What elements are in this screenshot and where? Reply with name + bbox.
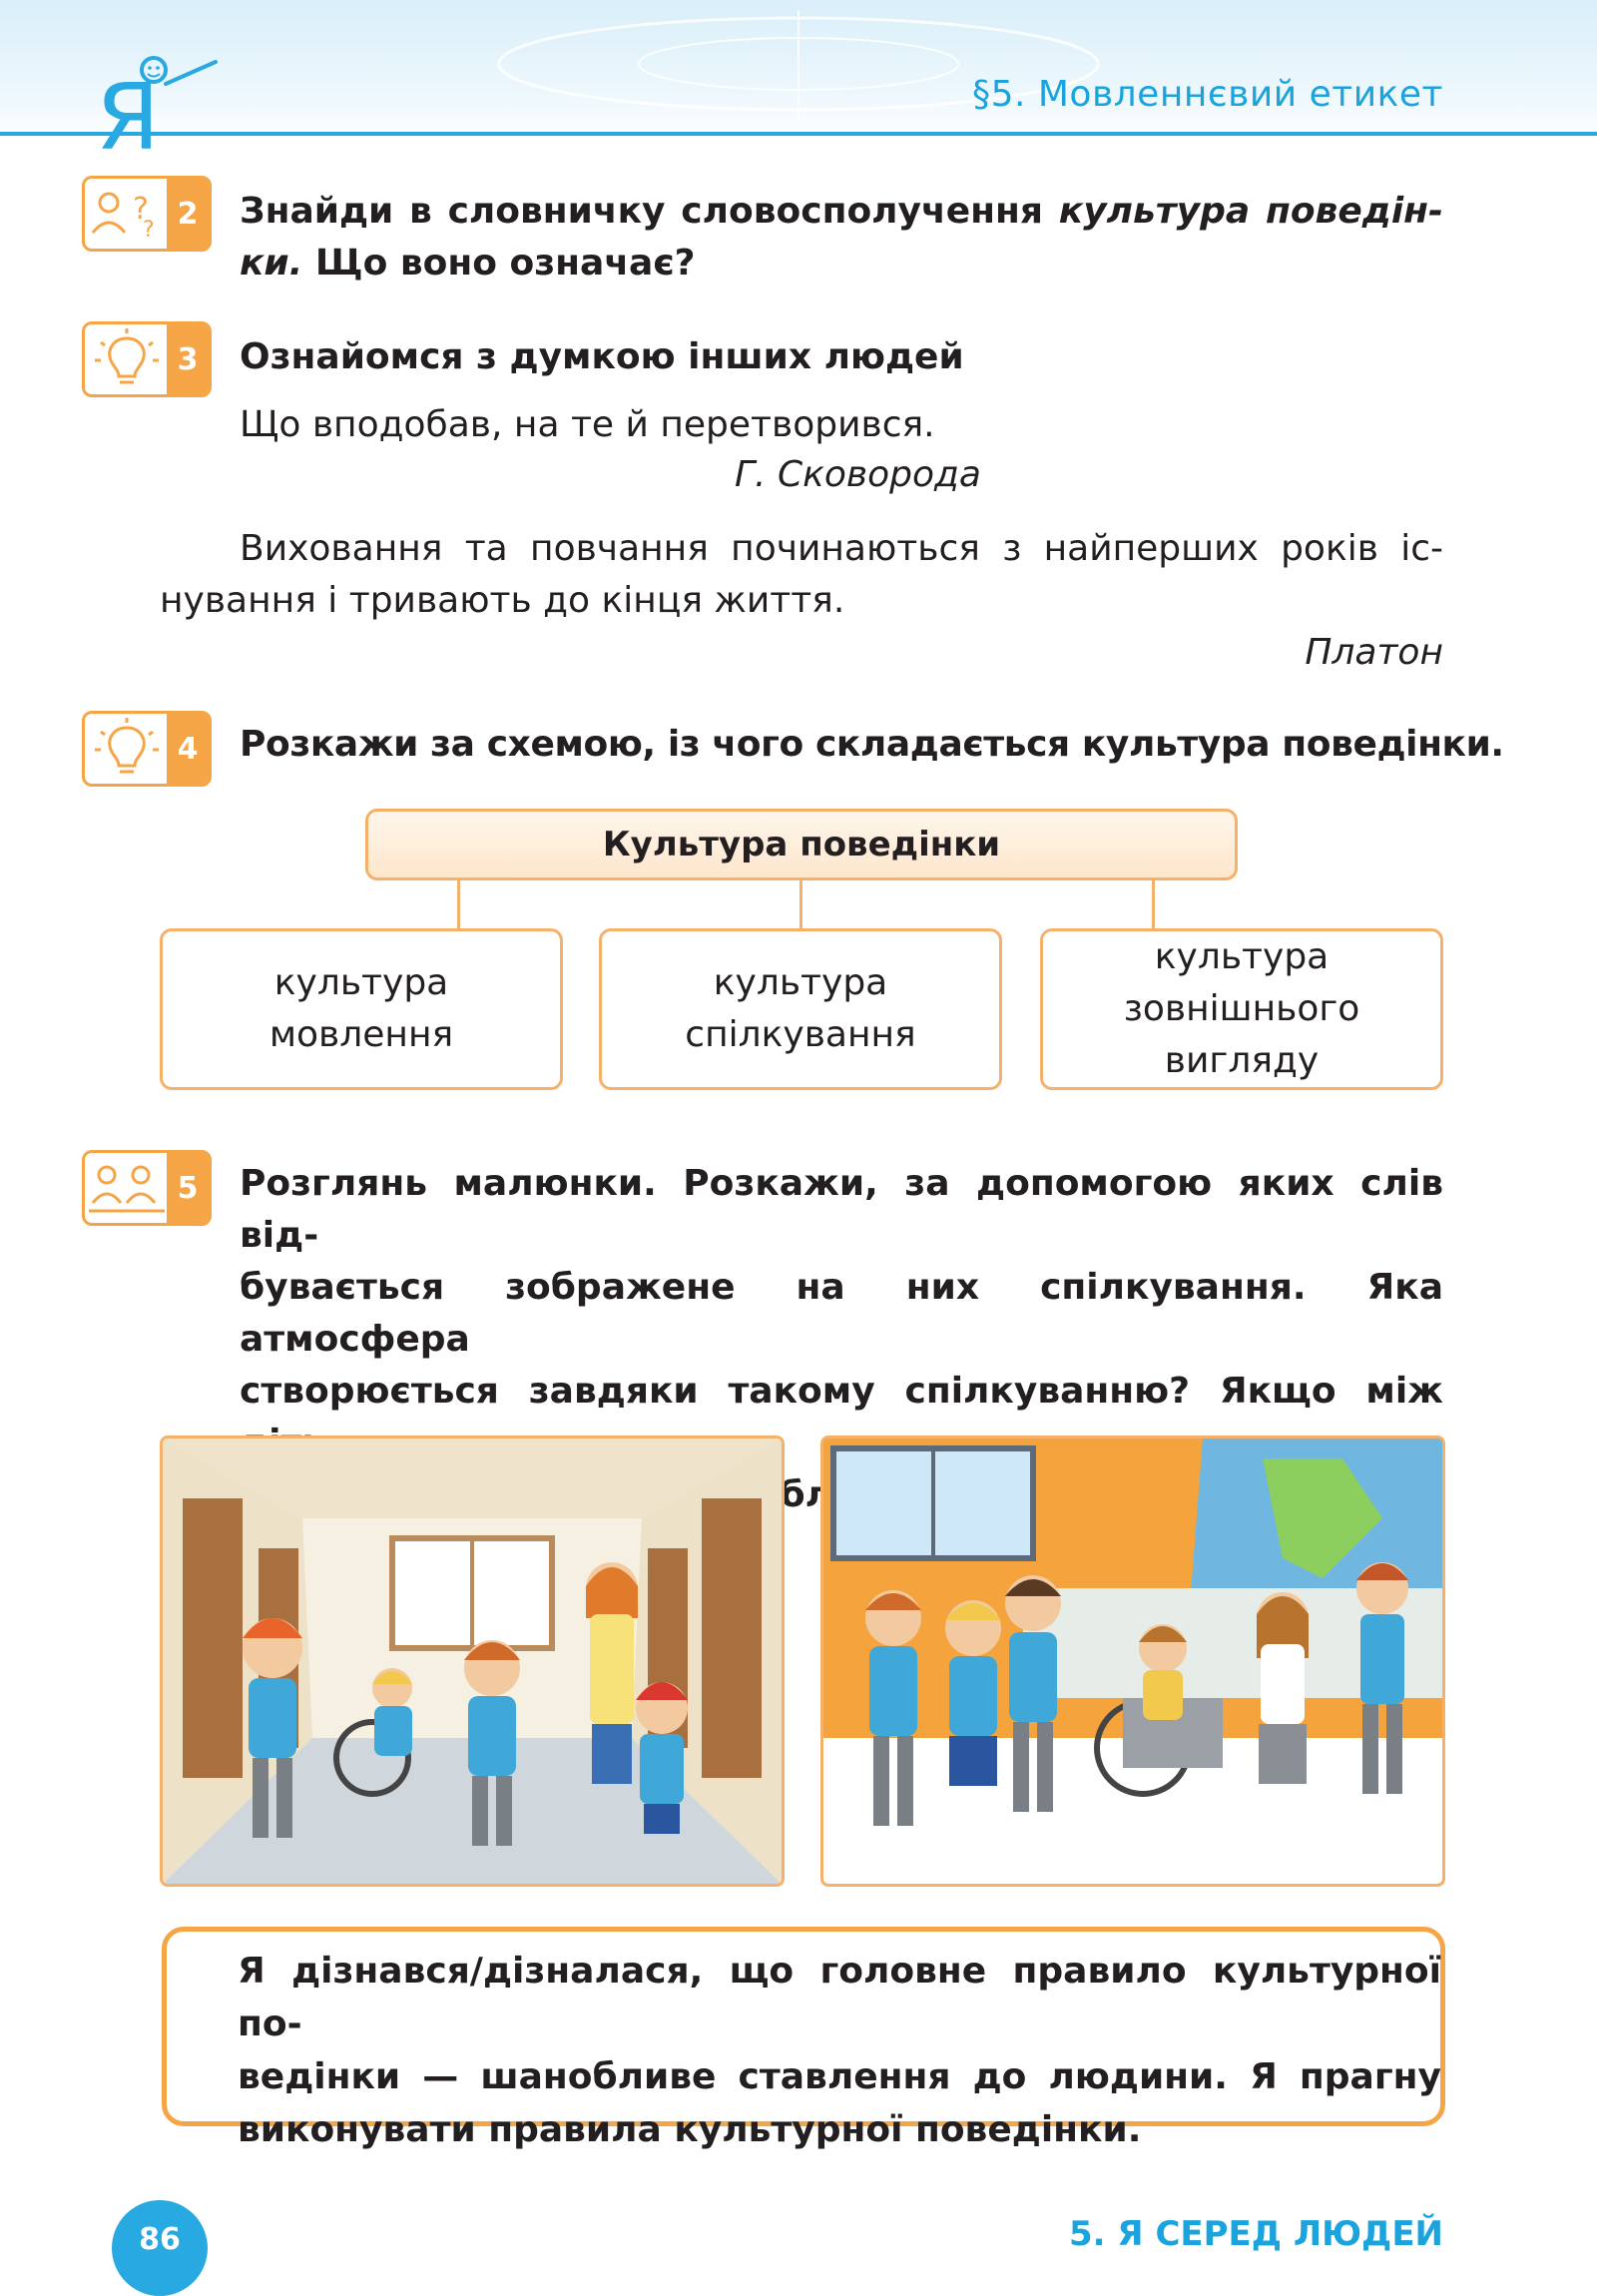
svg-text:?: ? — [143, 218, 155, 243]
header-band — [0, 0, 1597, 140]
task2-term-part2: ки. — [240, 243, 303, 284]
task-badge-4 — [82, 711, 212, 787]
task-badge-3 — [82, 321, 212, 397]
quote-plato-line1: Виховання та повчання починаються з найперших років іс- — [240, 528, 1443, 569]
header-line — [0, 132, 1597, 136]
author-skovoroda: Г. Сковорода — [735, 454, 981, 495]
diagram-box-line: мовлення — [268, 1014, 454, 1055]
conclusion-line: Я дізнався/дізналася, що головне правило культурної по- — [238, 1951, 1441, 2044]
svg-text:?: ? — [133, 192, 149, 227]
task-badge-5 — [82, 1150, 212, 1226]
task5-line: бувається зображене на них спілкування. Яка атмосфера — [240, 1267, 1443, 1360]
task-number: 4 — [167, 714, 209, 784]
task5-line: проблеми, — [705, 1474, 924, 1515]
diagram-box-line: культура — [273, 962, 449, 1003]
diagram-connector — [799, 880, 802, 928]
diagram-connector — [1152, 880, 1155, 928]
author-plato: Платон — [1305, 632, 1443, 673]
task-number: 5 — [167, 1153, 209, 1223]
diagram-box-speech — [160, 928, 563, 1090]
task4-title: Розкажи за схемою, із чого складається культура поведінки. — [240, 724, 1504, 765]
quote-skovoroda: Що вподобав, на те й перетворився. — [240, 404, 935, 445]
conclusion-line: ведінки — шанобливе ставлення до людини. Я прагну — [238, 2056, 1441, 2097]
task2-text — [240, 186, 1443, 289]
diagram-box-line: культура — [713, 962, 888, 1003]
task5-line: Розглянь малюнки. Розкажи, за допомогою яких слів від- — [240, 1163, 1443, 1256]
diagram-box-appearance — [1040, 928, 1443, 1090]
conclusion-text — [238, 1945, 1441, 2156]
people-question-icon — [85, 179, 169, 249]
corridor-scene — [163, 1438, 782, 1884]
conclusion-line: виконувати правила культурної поведінки. — [238, 2109, 1142, 2150]
logo-letter: Я — [96, 64, 160, 171]
diagram-root-box: Культура поведінки — [365, 809, 1238, 880]
logo — [88, 48, 228, 171]
task-badge-2 — [82, 176, 212, 252]
diagram-box-line: вигляду — [1164, 1040, 1320, 1081]
diagram-box-line: культура — [1154, 936, 1330, 977]
illustration-corridor — [160, 1435, 785, 1887]
task2-line1-plain: Знайди в словничку словосполучення — [240, 191, 1059, 232]
task-number: 3 — [167, 324, 209, 394]
task-number: 2 — [167, 179, 209, 249]
task2-line1 — [240, 186, 1443, 238]
section-title: §5. Мовленнєвий етикет — [972, 74, 1443, 115]
diagram-box-communication — [599, 928, 1002, 1090]
classroom-scene — [823, 1438, 1442, 1884]
task2-term-part1: культура поведін- — [1058, 191, 1443, 232]
quote-plato-line2: нування і тривають до кінця життя. — [160, 580, 845, 621]
people-talking-icon — [85, 1153, 169, 1223]
illustration-classroom — [820, 1435, 1445, 1887]
page-number: 86 — [112, 2200, 208, 2296]
task3-title: Ознайомся з думкою інших людей — [240, 336, 964, 377]
header-decoration — [0, 0, 1597, 140]
task2-line2 — [240, 238, 1443, 289]
chapter-title: 5. Я СЕРЕД ЛЮДЕЙ — [1069, 2214, 1443, 2254]
diagram-connector — [457, 880, 460, 928]
task2-line2-plain: Що воно означає? — [302, 243, 696, 284]
lightbulb-icon — [85, 324, 169, 394]
task5-line: створюється завдяки такому спілкуванню? Якщо між — [240, 1371, 1443, 1412]
lightbulb-icon — [85, 714, 169, 784]
diagram-box-line: зовнішнього — [1123, 988, 1360, 1029]
diagram-box-line: спілкування — [685, 1014, 916, 1055]
